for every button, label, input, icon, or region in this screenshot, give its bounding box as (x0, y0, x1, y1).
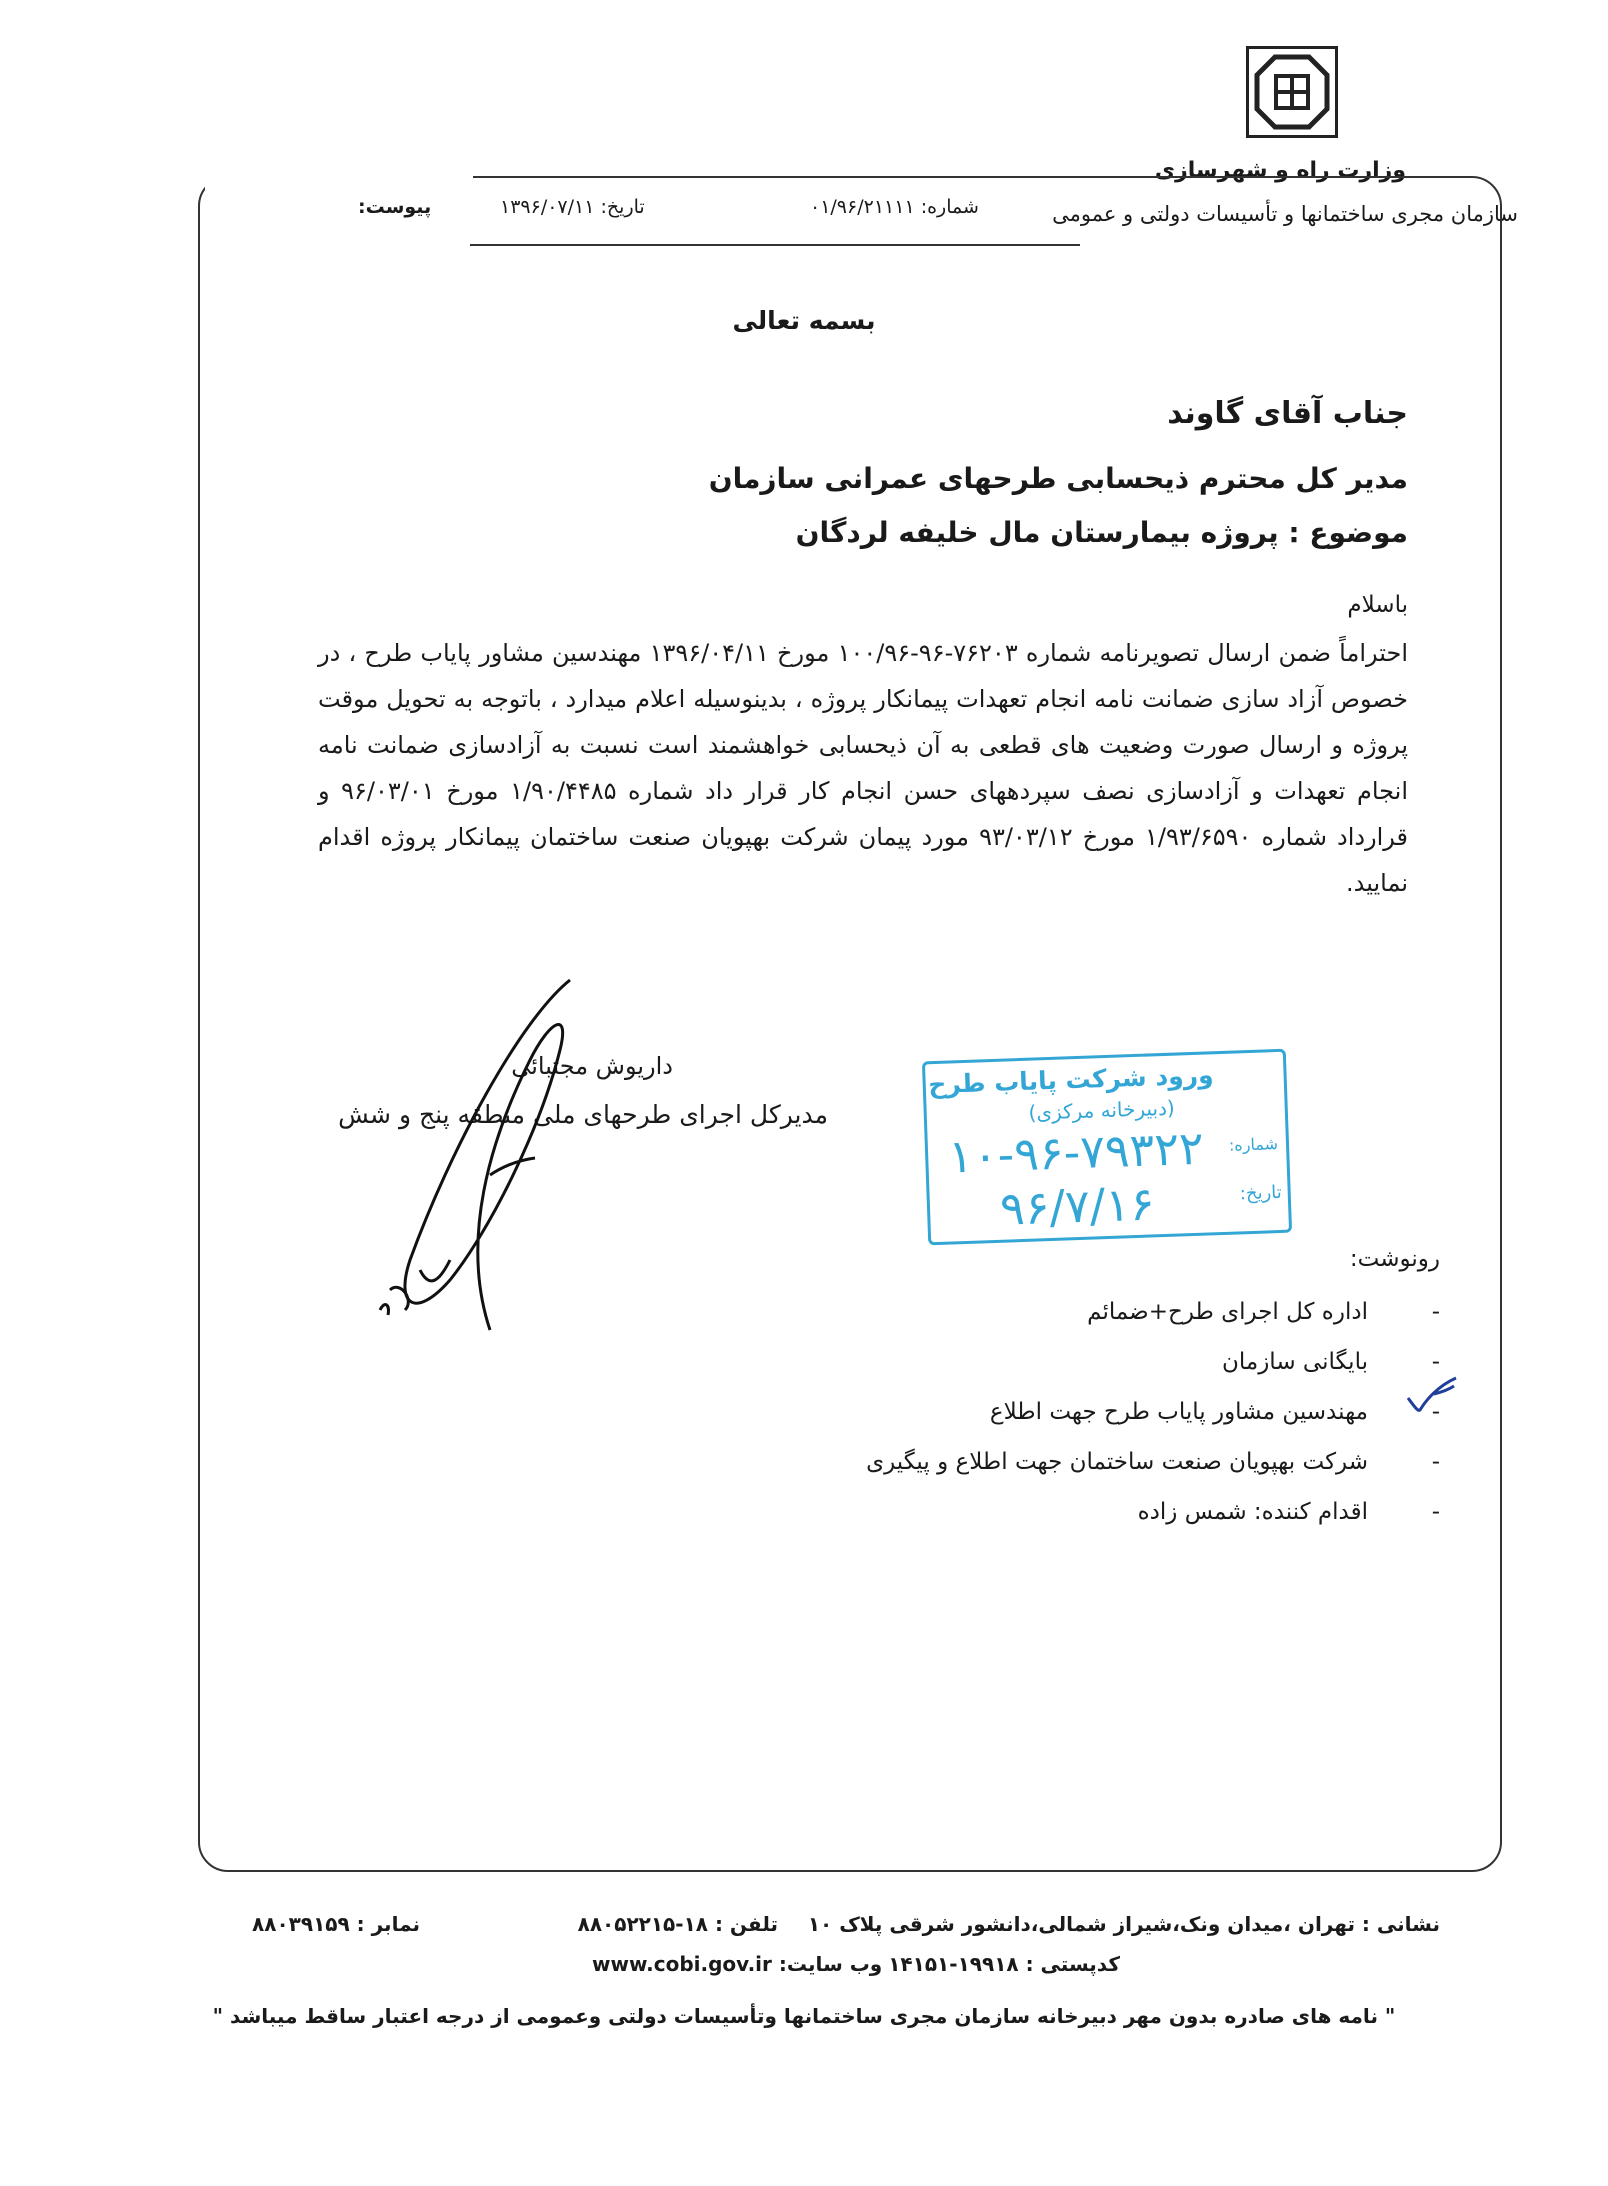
stamp-date: ۹۶/۷/۱۶ (999, 1176, 1156, 1236)
stamp-secretariat: (دبیرخانه مرکزی) (1028, 1095, 1176, 1125)
copies-list (866, 1292, 1440, 1542)
copy-item: - مهندسین مشاور پایاب طرح جهت اطلاع (989, 1399, 1440, 1425)
ministry-name: وزارت راه و شهرسازی (1154, 158, 1406, 183)
footer-phone: تلفن : ۱۸-۸۸۰۵۲۲۱۵ (577, 1912, 778, 1936)
letter-body: احتراماً ضمن ارسال تصویرنامه شماره ۷۶۲۰۳-۹۶-۱۰۰/۹۶ مورخ ۱۳۹۶/۰۴/۱۱ مهندسین مشاور پایاب طرح ، در خصوص آزاد سازی ضمانت نامه انجام تعهدات پیمانکار پروژه ، بدینوسیله اعلام میدارد ، باتوجه به تحویل موقت پروژه و ارسال صورت وضعیت های قطعی به آن ذیحسابی خواهشمند است نسبت به آزادسازی ضمانت نامه انجام تعهدات و آزادسازی نصف سپردههای حسن انجام کار قرار داد شماره ۱/۹۰/۴۴۸۵ مورخ ۹۶/۰۳/۰۱ و قرارداد شماره ۱/۹۳/۶۵۹۰ مورخ ۹۳/۰۳/۱۲ مورد پیمان شرکت بهپویان صنعت ساختمان پیمانکار پروژه اقدام نمایید. (318, 639, 1409, 897)
incoming-stamp (922, 1049, 1292, 1246)
copy-item: - بایگانی سازمان (1221, 1349, 1440, 1375)
handwritten-signature (370, 960, 590, 1340)
addressee-position: مدیر کل محترم ذیحسابی طرحهای عمرانی سازمان (708, 462, 1408, 495)
copy-item: - شرکت بهپویان صنعت ساختمان جهت اطلاع و پیگیری (866, 1449, 1440, 1475)
stamp-number-label: شماره: (1228, 1134, 1279, 1155)
footer-fax: نمابر : ۸۸۰۳۹۱۵۹ (252, 1912, 420, 1936)
ministry-logo (1246, 46, 1338, 138)
bismillah-heading: بسمه تعالی (732, 306, 876, 335)
footer-validity-note: " نامه های صادره بدون مهر دبیرخانه سازمان مجری ساختمانها وتأسیسات دولتی وعمومی از درجه اعتبار ساقط میباشد " (212, 2004, 1396, 2028)
logo-emblem-icon (1249, 49, 1335, 135)
greeting: باسلام (1347, 592, 1408, 618)
letter-subject: موضوع : پروژه بیمارستان مال خلیفه لردگان (795, 516, 1408, 549)
footer-postal-code: کدپستی : ۱۹۹۱۸-۱۴۱۵۱ (888, 1952, 1120, 1976)
signer-title: مدیرکل اجرای طرحهای ملی منطقه پنج و شش (338, 1100, 828, 1129)
addressee: جناب آقای گاوند (1167, 396, 1408, 431)
stamp-date-label: تاریخ: (1239, 1181, 1283, 1205)
copies-title: رونوشت: (1349, 1246, 1440, 1272)
footer-website: www.cobi.gov.ir وب سایت: (592, 1952, 883, 1976)
organization-name: سازمان مجری ساختمانها و تأسیسات دولتی و عمومی (1052, 202, 1518, 226)
footer-address: نشانی : تهران ،میدان ونک،شیراز شمالی،دانشور شرقی پلاک ۱۰ (807, 1912, 1440, 1936)
copy-item: - اقدام کننده: شمس زاده (1137, 1499, 1440, 1525)
attachment-label: پیوست: (358, 196, 432, 218)
checkmark-icon (1404, 1372, 1460, 1416)
copy-item: - اداره کل اجرای طرح+ضمائم (1087, 1299, 1440, 1325)
letter-number: شماره: ۰۱/۹۶/۲۱۱۱۱ (810, 196, 979, 218)
stamp-company: ورود شرکت پایاب طرح (927, 1060, 1215, 1100)
stamp-number: ۱۰-۹۶-۷۹۳۲۲ (947, 1120, 1205, 1184)
signer-name: داریوش مجتبائی (511, 1052, 673, 1080)
letter-date: تاریخ: ۱۳۹۶/۰۷/۱۱ (500, 196, 645, 218)
